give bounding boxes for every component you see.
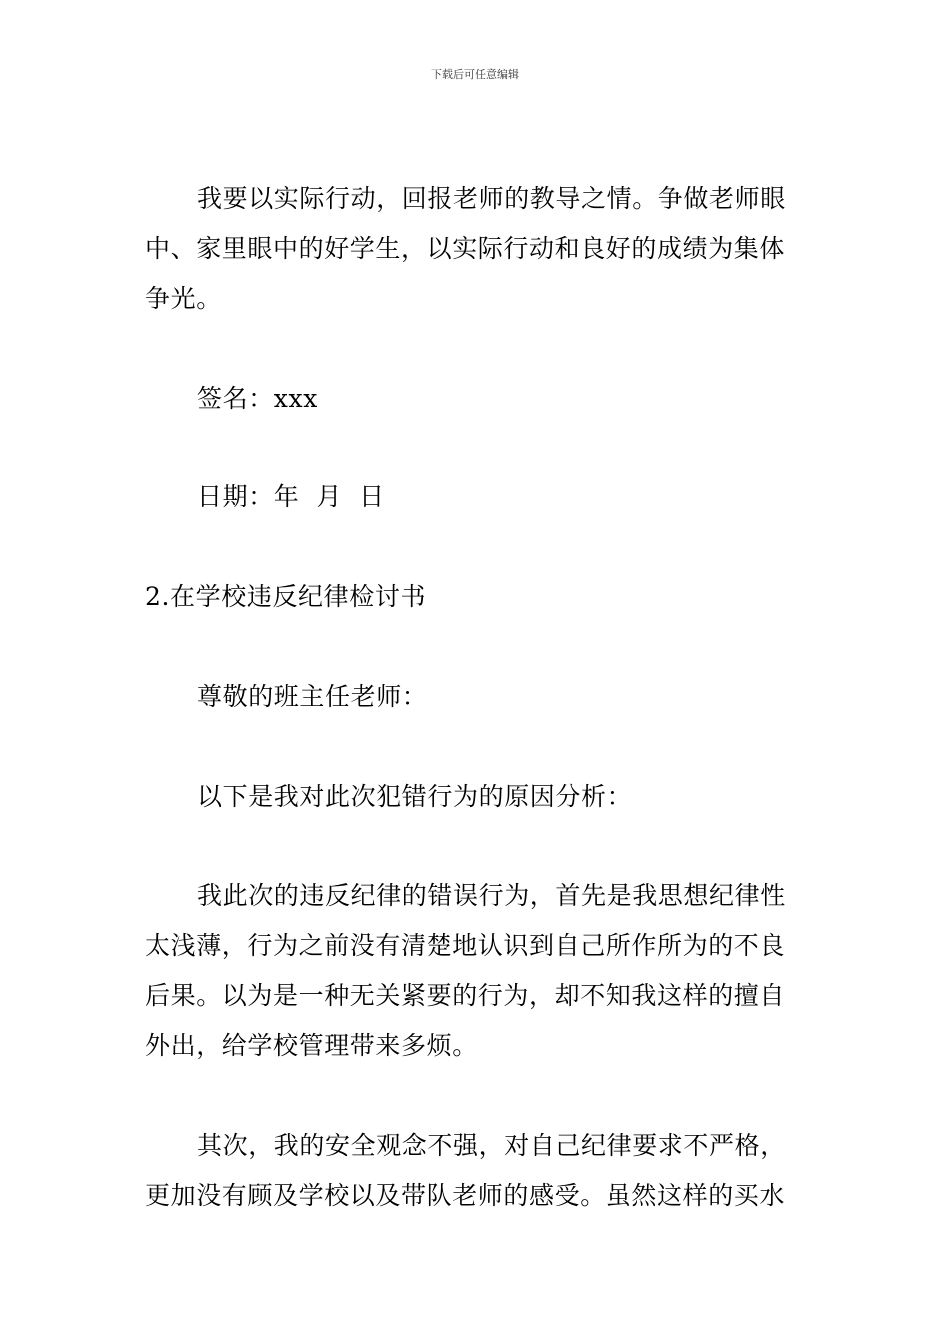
paragraph-2-line-4: 外出，给学校管理带来多烦。 xyxy=(145,1031,478,1060)
paragraph-1-line-3: 争光。 xyxy=(145,284,222,313)
header-note: 下载后可任意编辑 xyxy=(431,68,519,81)
paragraph-1-line-1: 我要以实际行动，回报老师的教导之情。争做老师眼 xyxy=(197,184,786,213)
date-line: 日期：年 月 日 xyxy=(197,482,385,511)
section-title: 2.在学校违反纪律检讨书 xyxy=(145,582,427,611)
paragraph-2-line-3: 后果。以为是一种无关紧要的行为，却不知我这样的擅自 xyxy=(145,981,786,1010)
paragraph-2-line-1: 我此次的违反纪律的错误行为，首先是我思想纪律性 xyxy=(197,881,786,910)
paragraph-3-line-2: 更加没有顾及学校以及带队老师的感受。虽然这样的买水 xyxy=(145,1181,786,1210)
paragraph-1-line-2: 中、家里眼中的好学生，以实际行动和良好的成绩为集体 xyxy=(145,234,786,263)
paragraph-3-line-1: 其次，我的安全观念不强，对自己纪律要求不严格， xyxy=(197,1131,786,1160)
paragraph-2-line-2: 太浅薄，行为之前没有清楚地认识到自己所作所为的不良 xyxy=(145,931,786,960)
intro-line: 以下是我对此次犯错行为的原因分析： xyxy=(197,782,633,811)
signature-line: 签名：xxx xyxy=(197,384,318,413)
greeting-line: 尊敬的班主任老师： xyxy=(197,682,428,711)
